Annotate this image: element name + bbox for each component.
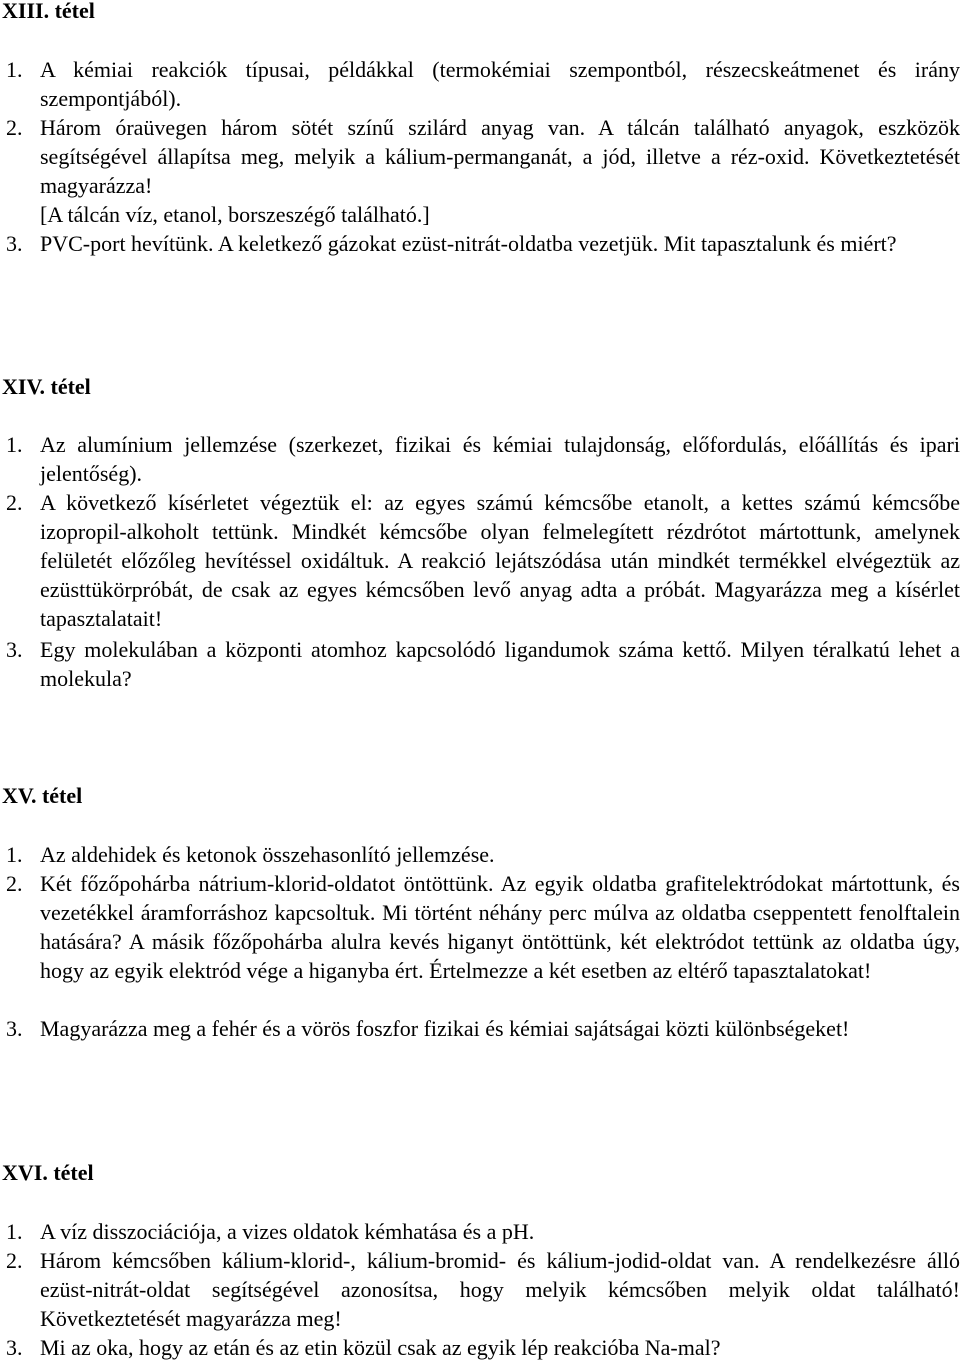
item-number: 2. <box>6 871 23 896</box>
section-title: XIII. tétel <box>2 0 95 23</box>
item-text: A kémiai reakciók típusai, példákkal (termokémiai szempontból, részecskeátmenet és irány szempontjából). <box>40 57 960 111</box>
item-text: Egy molekulában a központi atomhoz kapcsolódó ligandumok száma kettő. Milyen téralkatú lehet a molekula? <box>40 637 960 691</box>
section-title: XVI. tétel <box>2 1160 94 1185</box>
section-title: XV. tétel <box>2 783 83 808</box>
list-item <box>6 1217 960 1246</box>
item-text: A következő kísérletet végeztük el: az egyes számú kémcsőbe etanolt, a kettes számú kémcsőbe izopropil-alkoholt tettünk. Mindkét kémcsőbe olyan felmelegített rézdrótot mártottunk, amelynek felületét előzőleg hevítéssel oxidáltuk. A reakció lejátszódása után mindkét termékkel elvégeztük az ezüsttükörpróbát, de csak az egyes kémcsőben levő anyag adta a próbát. Magyarázza meg a kísérlet tapasztalatait! <box>40 490 960 631</box>
item-number: 3. <box>6 637 23 662</box>
item-text: Magyarázza meg a fehér és a vörös foszfor fizikai és kémiai sajátságai közti különbségeket! <box>40 1016 850 1041</box>
item-number: 3. <box>6 1335 23 1360</box>
item-number: 1. <box>6 842 23 867</box>
list-item <box>6 55 960 113</box>
list-item <box>6 840 960 869</box>
tray-note: [A tálcán víz, etanol, borszeszégő található.] <box>40 202 430 227</box>
item-text: Az aldehidek és ketonok összehasonlító jellemzése. <box>40 842 495 867</box>
item-text: Az alumínium jellemzése (szerkezet, fizikai és kémiai tulajdonság, előfordulás, előállítás és ipari jelentőség). <box>40 432 960 486</box>
item-number: 1. <box>6 57 23 82</box>
item-text: Mi az oka, hogy az etán és az etin közül csak az egyik lép reakcióba Na-mal? <box>40 1335 721 1360</box>
list-item <box>6 1333 960 1362</box>
item-number: 2. <box>6 490 23 515</box>
item-number: 1. <box>6 432 23 457</box>
section-title: XIV. tétel <box>2 374 91 399</box>
list-item <box>6 430 960 488</box>
item-number: 1. <box>6 1219 23 1244</box>
item-number: 3. <box>6 231 23 256</box>
list-item <box>6 488 960 633</box>
list-item <box>6 869 960 985</box>
item-number: 3. <box>6 1016 23 1041</box>
list-item <box>6 113 960 200</box>
list-item <box>6 1246 960 1333</box>
item-text: PVC-port hevítünk. A keletkező gázokat ezüst-nitrát-oldatba vezetjük. Mit tapasztalunk és miért? <box>40 231 897 256</box>
item-text: Három óraüvegen három sötét színű szilárd anyag van. A tálcán található anyagok, eszközök segítségével állapítsa meg, melyik a kálium-permanganát, a jód, illetve a réz-oxid. Következtetését magyarázza! <box>40 115 960 198</box>
item-text: A víz disszociációja, a vizes oldatok kémhatása és a pH. <box>40 1219 535 1244</box>
item-number: 2. <box>6 115 23 140</box>
list-item <box>6 229 960 258</box>
item-number: 2. <box>6 1248 23 1273</box>
item-text: Két főzőpohárba nátrium-klorid-oldatot öntöttünk. Az egyik oldatba grafitelektródokat mártottunk, és vezetékkel áramforráshoz kapcsoltuk. Mi történt néhány perc múlva az oldatba cseppentett fenolftalein hatására? A másik főzőpohárba alulra kevés higanyt öntöttünk, két elektródot tettünk az oldatba úgy, hogy az egyik elektród vége a higanyba ért. Értelmezze a két esetben az eltérő tapasztalatokat! <box>40 871 960 983</box>
list-item <box>6 1014 960 1043</box>
item-text: Három kémcsőben kálium-klorid-, kálium-bromid- és kálium-jodid-oldat van. A rendelkezésre álló ezüst-nitrát-oldat segítségével azonosítsa, hogy melyik kémcsőben melyik oldat található! Következtetését magyarázza meg! <box>40 1248 960 1331</box>
list-item <box>6 635 960 693</box>
